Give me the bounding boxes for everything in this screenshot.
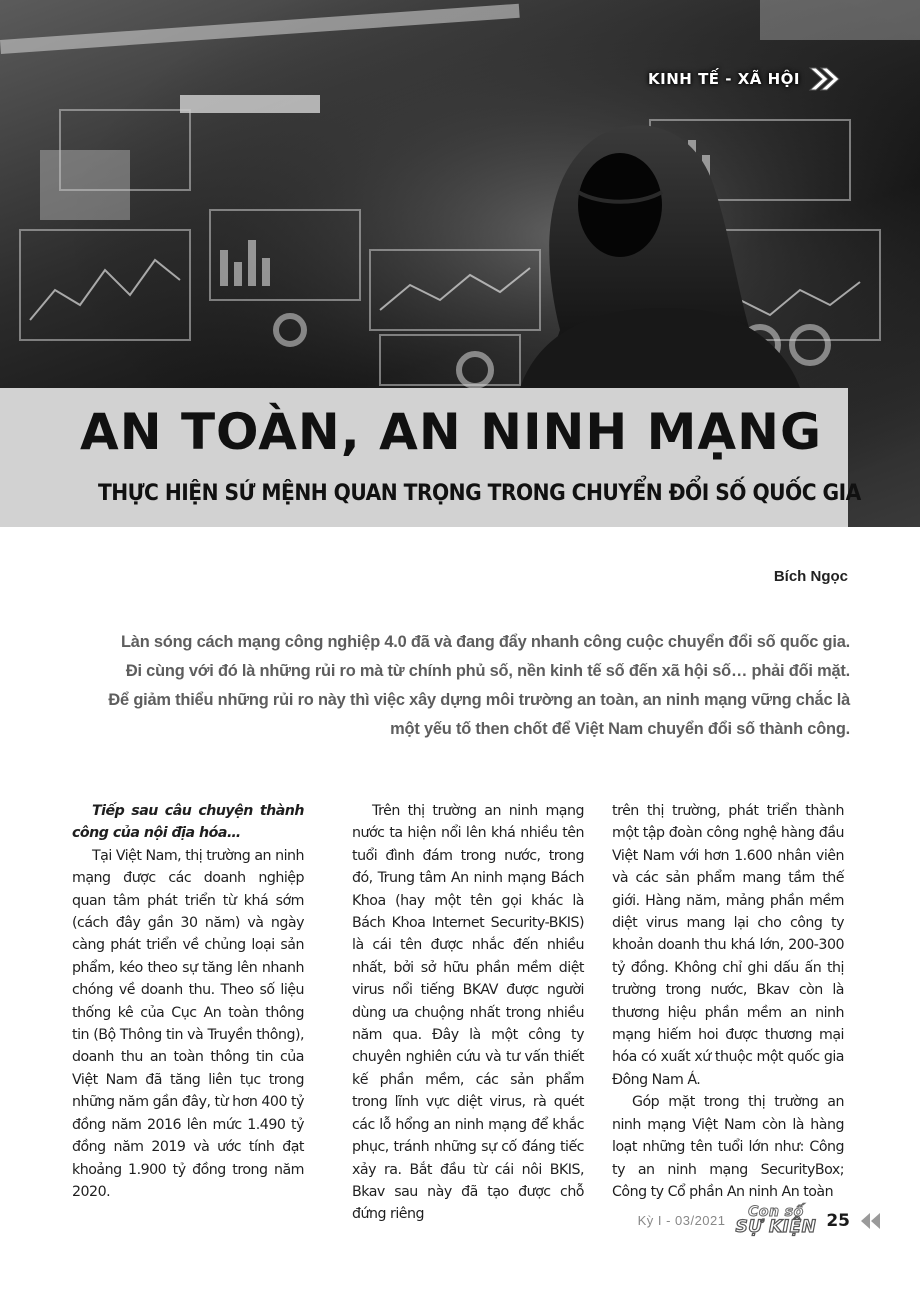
body-column-3 (612, 800, 844, 1203)
sapo-line: một yếu tố then chốt để Việt Nam chuyển đổi số thành công. (390, 720, 850, 738)
section-lead: Tiếp sau câu chuyện thành công của nội địa hóa… (72, 803, 304, 842)
article-subtitle: THỰC HIỆN SỨ MỆNH QUAN TRỌNG TRONG CHUYỂN ĐỔI SỐ QUỐC GIA (98, 480, 861, 506)
page-footer (637, 1204, 882, 1238)
double-chevron-left-icon (860, 1212, 882, 1230)
logo-line-2: SỰ KIỆN (735, 1217, 817, 1238)
sapo-line: Đi cùng với đó là những rủi ro mà từ chính phủ số, nền kinh tế số đến xã hội số… phải đối mặt. (125, 662, 850, 680)
body-paragraph: trên thị trường, phát triển thành một tập đoàn công nghệ hàng đầu Việt Nam với hơn 1.600 nhân viên và các sản phẩm mang tầm thế giới. Hàng năm, mảng phần mềm diệt virus mang lại cho công ty khoản doanh thu khá lớn, 200-300 tỷ đồng. Không chỉ ghi dấu ấn thị trường trong nước, Bkav còn là thương hiệu phần mềm an ninh mạng hiếm hoi được thương mại hóa có xuất xứ thuộc một quốc gia Đông Nam Á. (612, 803, 844, 1088)
section-label-text: KINH TẾ - XÃ HỘI (648, 70, 800, 88)
body-paragraph: Góp mặt trong thị trường an ninh mạng Việt Nam còn là hàng loạt những tên tuổi lớn như: Công ty an ninh mạng SecurityBox; Công ty Cổ phần An ninh An toàn (612, 1094, 844, 1200)
magazine-logo (735, 1204, 817, 1238)
body-column-2 (352, 800, 584, 1226)
sapo-line: Làn sóng cách mạng công nghiệp 4.0 đã và đang đẩy nhanh công cuộc chuyển đổi số quốc gia. (121, 633, 850, 651)
body-column-1 (72, 800, 304, 1203)
body-paragraph: Tại Việt Nam, thị trường an ninh mạng được các doanh nghiệp quan tâm phát triển từ khá sớm (cách đây gần 30 năm) và ngày càng phát triển về chủng loại sản phẩm, kéo theo sự tăng lên nhanh chóng về doanh thu. Theo số liệu thống kê của Cục An toàn thông tin (Bộ Thông tin và Truyền thông), doanh thu an toàn thông tin của Việt Nam đã tăng liên tục trong những năm gần đây, từ hơn 400 tỷ đồng năm 2016 lên mức 1.490 tỷ đồng năm 2019 và ước tính đạt khoảng 1.900 tỷ đồng trong năm 2020. (72, 847, 304, 1200)
issue-label: Kỳ I - 03/2021 (637, 1213, 726, 1229)
article-title: AN TOÀN, AN NINH MẠNG (80, 403, 822, 461)
logo-line-1: Con số (748, 1204, 804, 1220)
section-label (648, 66, 842, 92)
double-chevron-right-icon (808, 66, 842, 92)
page-number: 25 (826, 1210, 850, 1231)
article-sapo (60, 628, 850, 744)
body-paragraph: Trên thị trường an ninh mạng nước ta hiện nổi lên khá nhiều tên tuổi đình đám trong nước, trong đó, Trung tâm An ninh mạng Bách Khoa (hay một tên gọi khác là Bách Khoa Internet Security-BKIS) là cái tên được nhắc đến nhiều nhất, bởi sở hữu phần mềm diệt virus nổi tiếng BKAV được người dùng ưa chuộng nhất trong nhiều năm qua. Đây là một công ty chuyên nghiên cứu và tư vấn thiết kế phần mềm, các sản phẩm trong lĩnh vực diệt virus, rà quét các lỗ hổng an ninh mạng để khắc phục, tránh những sự cố đáng tiếc xảy ra. Bắt đầu từ cái nôi BKIS, Bkav sau này đã tạo được chỗ đứng riêng (352, 803, 584, 1223)
sapo-line: Để giảm thiểu những rủi ro này thì việc xây dựng môi trường an toàn, an ninh mạng vững chắc là (108, 691, 850, 709)
author-byline: Bích Ngọc (773, 568, 848, 585)
